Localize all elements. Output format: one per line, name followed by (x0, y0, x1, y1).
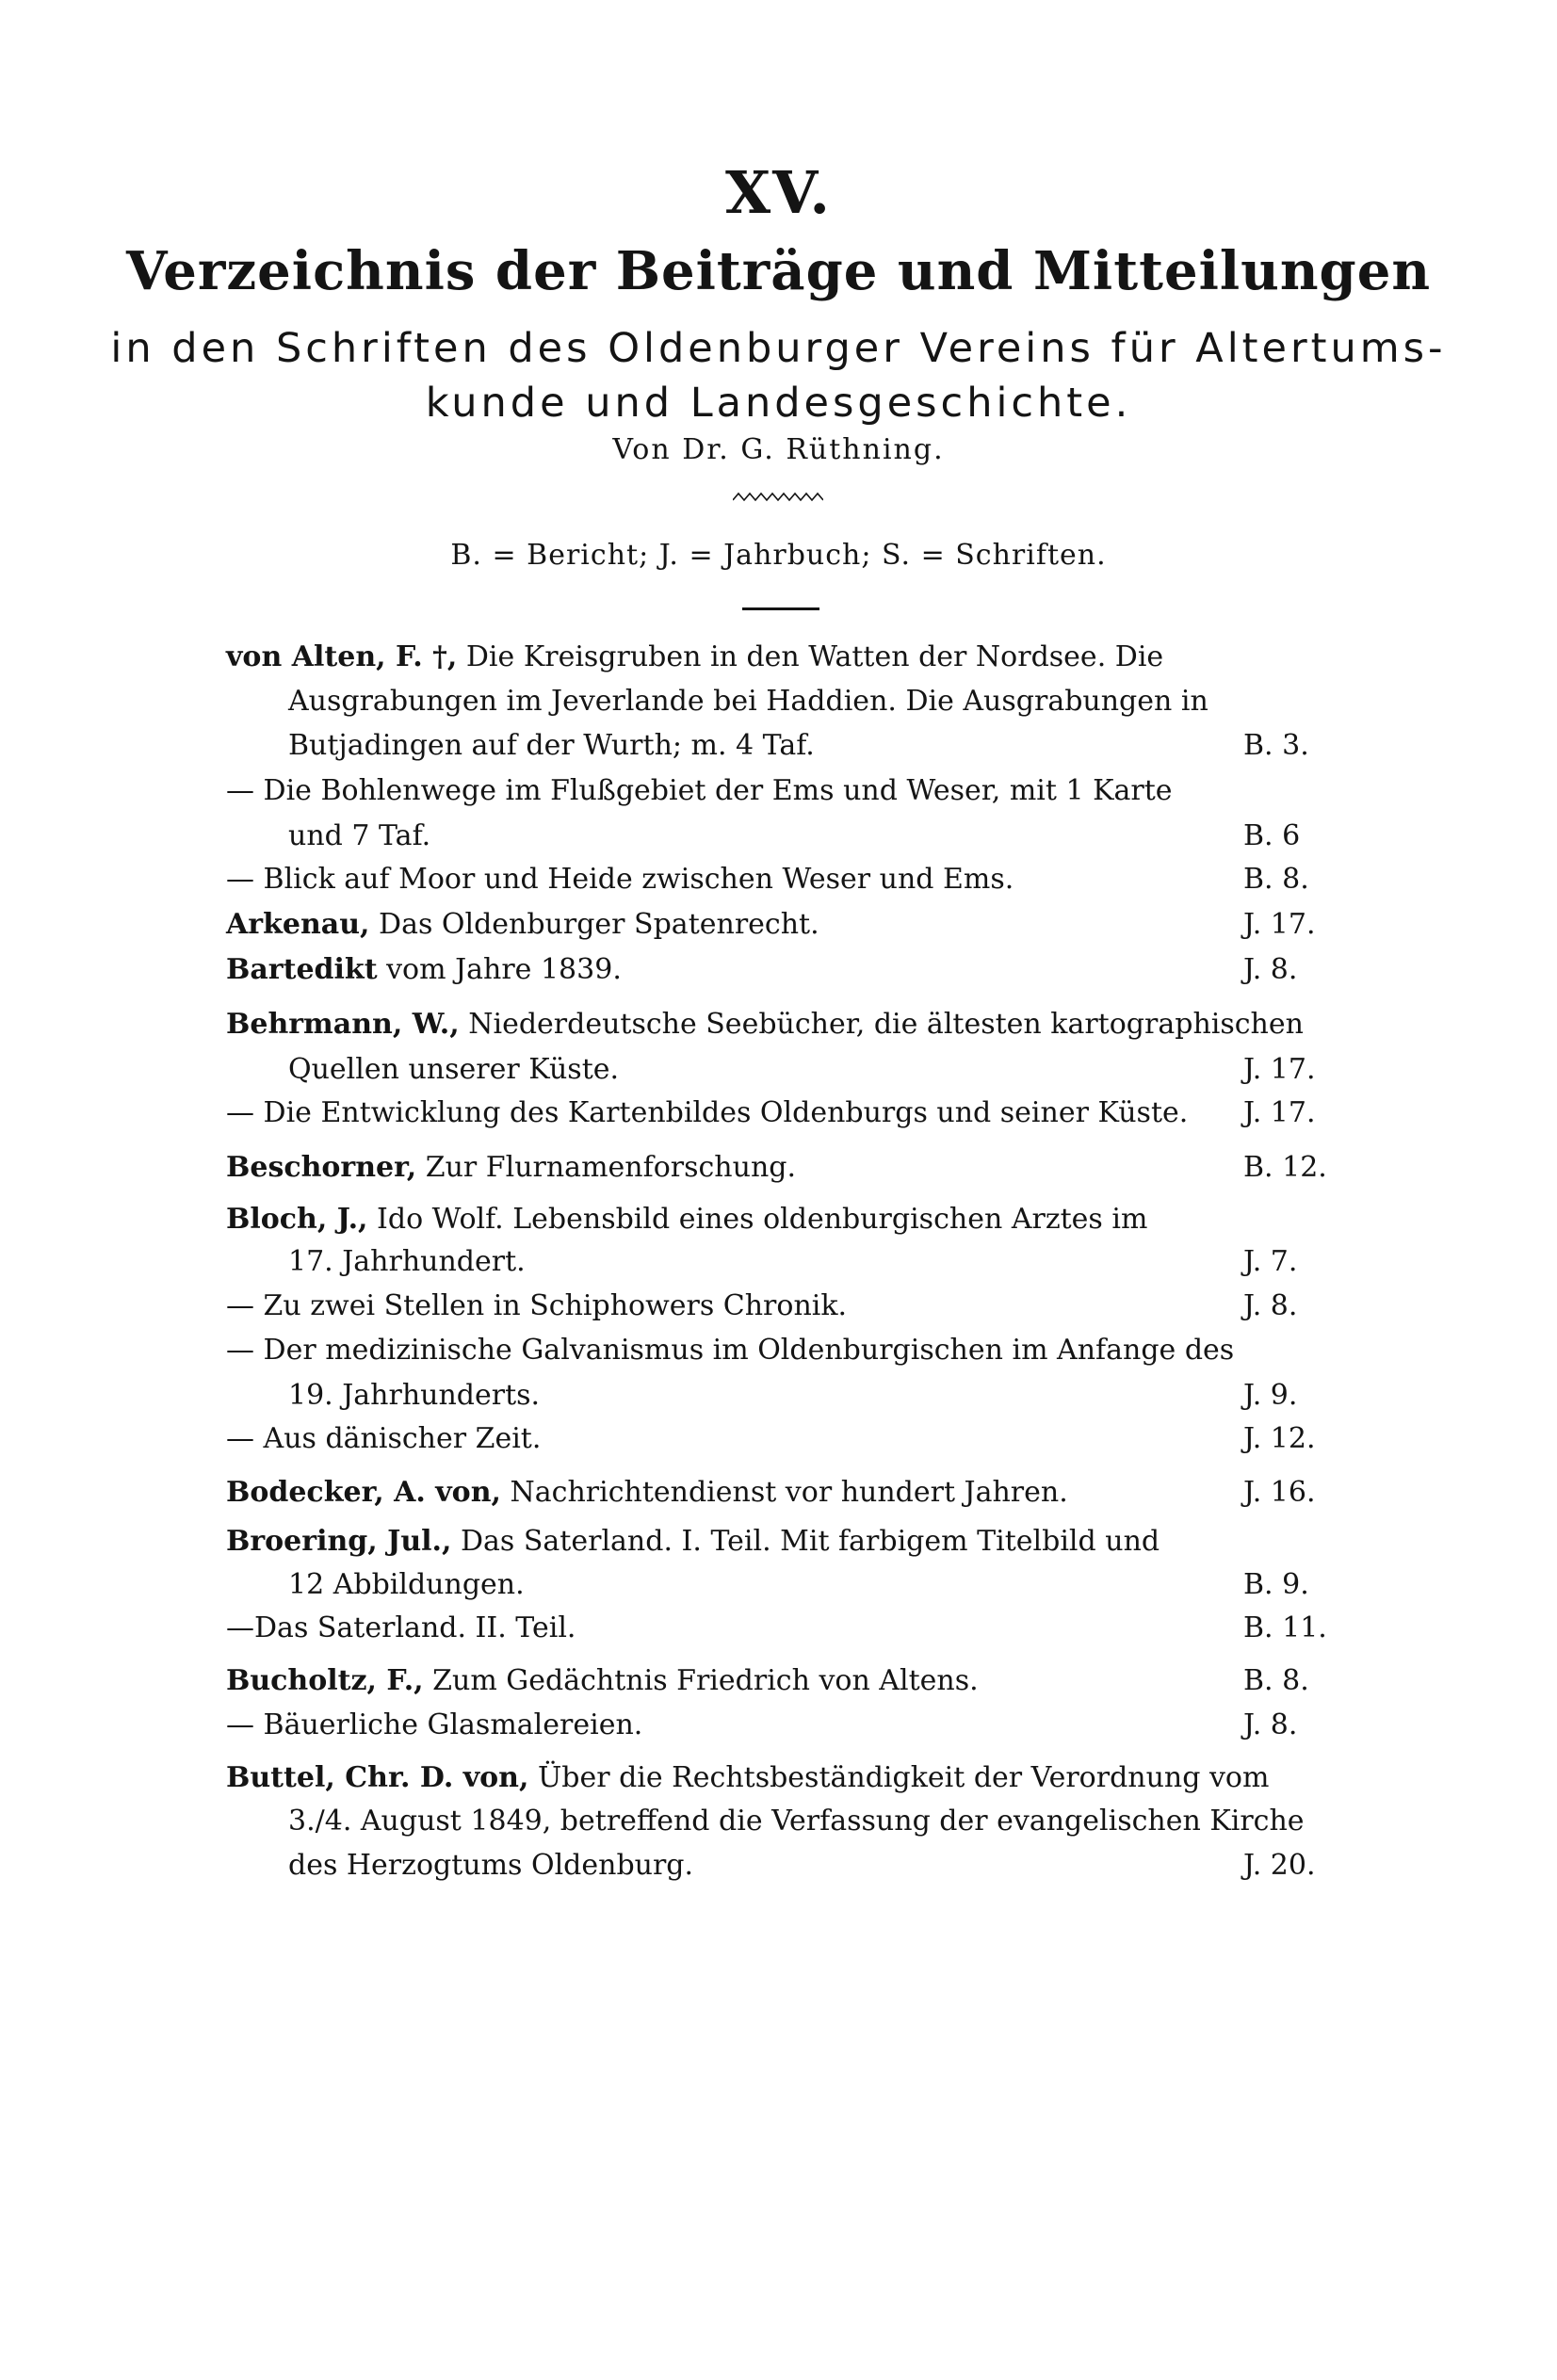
entry-reference: B. 12. (1243, 1151, 1327, 1184)
entry-title: — Aus dänischer Zeit. (226, 1422, 542, 1455)
entry-reference: B. 6 (1243, 819, 1301, 852)
entry-text-wrapper (226, 1707, 642, 1744)
entry-title: vom Jahre 1839. (386, 953, 622, 986)
entry-reference: J. 17. (1243, 1096, 1316, 1129)
entry-text-wrapper (226, 906, 819, 944)
entry-reference: J. 8. (1243, 953, 1298, 986)
abbreviation-legend: B. = Bericht; J. = Jahrbuch; S. = Schriften. (450, 539, 1107, 572)
entry-line (0, 1006, 1557, 1044)
entry-text-wrapper (288, 1051, 619, 1089)
entry-title: 17. Jahrhundert. (288, 1245, 526, 1278)
entry-text-wrapper (226, 1759, 1269, 1797)
entry-title: — Die Bohlenwege im Flußgebiet der Ems und Weser, mit 1 Karte (226, 774, 1173, 807)
entry-reference: B. 3. (1243, 729, 1309, 762)
entry-text-wrapper (226, 1420, 541, 1458)
entry-line (0, 1566, 1557, 1604)
entry-title: — Blick auf Moor und Heide zwischen Weser und Ems. (226, 863, 1014, 896)
entry-text-wrapper (226, 1287, 847, 1325)
entry-line (0, 861, 1557, 899)
entry-line (0, 727, 1557, 765)
entry-reference: B. 8. (1243, 863, 1309, 896)
entry-text-wrapper (226, 1006, 1304, 1044)
entry-line (0, 1287, 1557, 1325)
entry-line (0, 1094, 1557, 1132)
entry-line (0, 1610, 1557, 1647)
entry-title: — Bäuerliche Glasmalereien. (226, 1708, 643, 1741)
entry-title: des Herzogtums Oldenburg. (288, 1849, 694, 1882)
entry-author: Bartedikt (226, 953, 378, 986)
entry-title: Das Oldenburger Spatenrecht. (379, 908, 819, 941)
entry-reference: B. 8. (1243, 1664, 1309, 1697)
entry-line (0, 683, 1557, 720)
entry-line (0, 1243, 1557, 1281)
entry-line (0, 1523, 1557, 1561)
entry-title: Zur Flurnamenforschung. (425, 1151, 797, 1184)
entry-title: Nachrichtendienst vor hundert Jahren. (510, 1476, 1068, 1509)
entry-line (0, 951, 1557, 989)
entry-line (0, 818, 1557, 855)
entry-title: Ido Wolf. Lebensbild eines oldenburgischen Arztes im (377, 1203, 1148, 1236)
entry-reference: J. 17. (1243, 1053, 1316, 1086)
entry-text-wrapper (226, 1149, 796, 1187)
entry-line (0, 1051, 1557, 1089)
entry-text-wrapper (288, 1803, 1305, 1840)
entry-line (0, 1377, 1557, 1415)
entry-text-wrapper (226, 861, 1014, 899)
entry-title: Niederdeutsche Seebücher, die ältesten kartographischen (468, 1008, 1304, 1041)
entry-reference: J. 7. (1243, 1245, 1298, 1278)
entry-title: 19. Jahrhunderts. (288, 1379, 541, 1412)
entry-author: Behrmann, W., (226, 1008, 460, 1041)
entry-title: Das Saterland. I. Teil. Mit farbigem Titelbild und (460, 1525, 1160, 1558)
entry-title: — Zu zwei Stellen in Schiphowers Chronik. (226, 1289, 848, 1322)
entry-line (0, 1662, 1557, 1700)
entry-line (0, 1201, 1557, 1239)
subtitle-line-1: in den Schriften des Oldenburger Vereins für Altertums- (110, 325, 1447, 372)
entry-text-wrapper (288, 727, 815, 765)
entry-title: — Der medizinische Galvanismus im Oldenburgischen im Anfange des (226, 1334, 1235, 1367)
entry-line (0, 1332, 1557, 1369)
entry-author: Broering, Jul., (226, 1525, 452, 1558)
entry-title: —Das Saterland. II. Teil. (226, 1611, 576, 1644)
entry-text-wrapper (226, 1474, 1068, 1512)
entry-text-wrapper (226, 1094, 1188, 1132)
entry-reference: J. 9. (1243, 1379, 1298, 1412)
entry-author: Beschorner, (226, 1151, 417, 1184)
entry-reference: J. 8. (1243, 1708, 1298, 1741)
entry-text-wrapper (226, 1201, 1147, 1239)
entry-reference: J. 12. (1243, 1422, 1316, 1455)
entry-text-wrapper (288, 1377, 540, 1415)
entry-text-wrapper (288, 1847, 693, 1885)
entry-title: und 7 Taf. (288, 819, 431, 852)
entry-line (0, 1847, 1557, 1885)
entry-author: Bloch, J., (226, 1203, 368, 1236)
entry-line (0, 1759, 1557, 1797)
entry-title: Die Kreisgruben in den Watten der Nordsee. Die (465, 640, 1164, 673)
entry-reference: J. 17. (1243, 908, 1316, 941)
entry-line (0, 1803, 1557, 1840)
entry-title: Ausgrabungen im Jeverlande bei Haddien. Die Ausgrabungen in (288, 685, 1208, 718)
entry-title: Zum Gedächtnis Friedrich von Altens. (432, 1664, 979, 1697)
entry-line (0, 906, 1557, 944)
entry-text-wrapper (226, 951, 622, 989)
entry-title: — Die Entwicklung des Kartenbildes Oldenburgs und seiner Küste. (226, 1096, 1189, 1129)
entry-line (0, 1474, 1557, 1512)
entry-title: Über die Rechtsbeständigkeit der Verordnung vom (537, 1761, 1270, 1794)
entry-text-wrapper (226, 639, 1163, 676)
entry-text-wrapper (226, 1332, 1234, 1369)
entry-line (0, 1707, 1557, 1744)
chapter-number: XV. (725, 158, 832, 227)
entry-author: Bodecker, A. von, (226, 1476, 501, 1509)
entry-title: 3./4. August 1849, betreffend die Verfassung der evangelischen Kirche (288, 1805, 1305, 1838)
entry-text-wrapper (226, 772, 1173, 810)
entry-title: Butjadingen auf der Wurth; m. 4 Taf. (288, 729, 815, 762)
entry-reference: J. 16. (1243, 1476, 1316, 1509)
author-line: Von Dr. G. Rüthning. (612, 433, 945, 466)
entry-reference: J. 8. (1243, 1289, 1298, 1322)
entry-author: Buttel, Chr. D. von, (226, 1761, 529, 1794)
entry-author: Arkenau, (226, 908, 370, 941)
subtitle-line-2: kunde und Landesgeschichte. (425, 380, 1132, 427)
entry-author: von Alten, F. †, (226, 640, 458, 673)
entry-reference: B. 11. (1243, 1611, 1327, 1644)
entry-text-wrapper (288, 1566, 525, 1604)
entry-title: Quellen unserer Küste. (288, 1053, 620, 1086)
entry-line (0, 1420, 1557, 1458)
entry-text-wrapper (288, 1243, 526, 1281)
entry-text-wrapper (226, 1610, 576, 1647)
entry-text-wrapper (288, 818, 430, 855)
entry-line (0, 639, 1557, 676)
page-title: Verzeichnis der Beiträge und Mitteilungen (125, 240, 1432, 302)
entry-reference: B. 9. (1243, 1568, 1309, 1601)
decorative-squiggle-divider (733, 491, 823, 504)
entry-line (0, 772, 1557, 810)
entry-text-wrapper (226, 1662, 979, 1700)
entry-author: Bucholtz, F., (226, 1664, 424, 1697)
entry-reference: J. 20. (1243, 1849, 1316, 1882)
entry-text-wrapper (288, 683, 1208, 720)
entry-title: 12 Abbildungen. (288, 1568, 525, 1601)
entry-text-wrapper (226, 1523, 1160, 1561)
entry-line (0, 1149, 1557, 1187)
divider-rule (742, 607, 819, 610)
